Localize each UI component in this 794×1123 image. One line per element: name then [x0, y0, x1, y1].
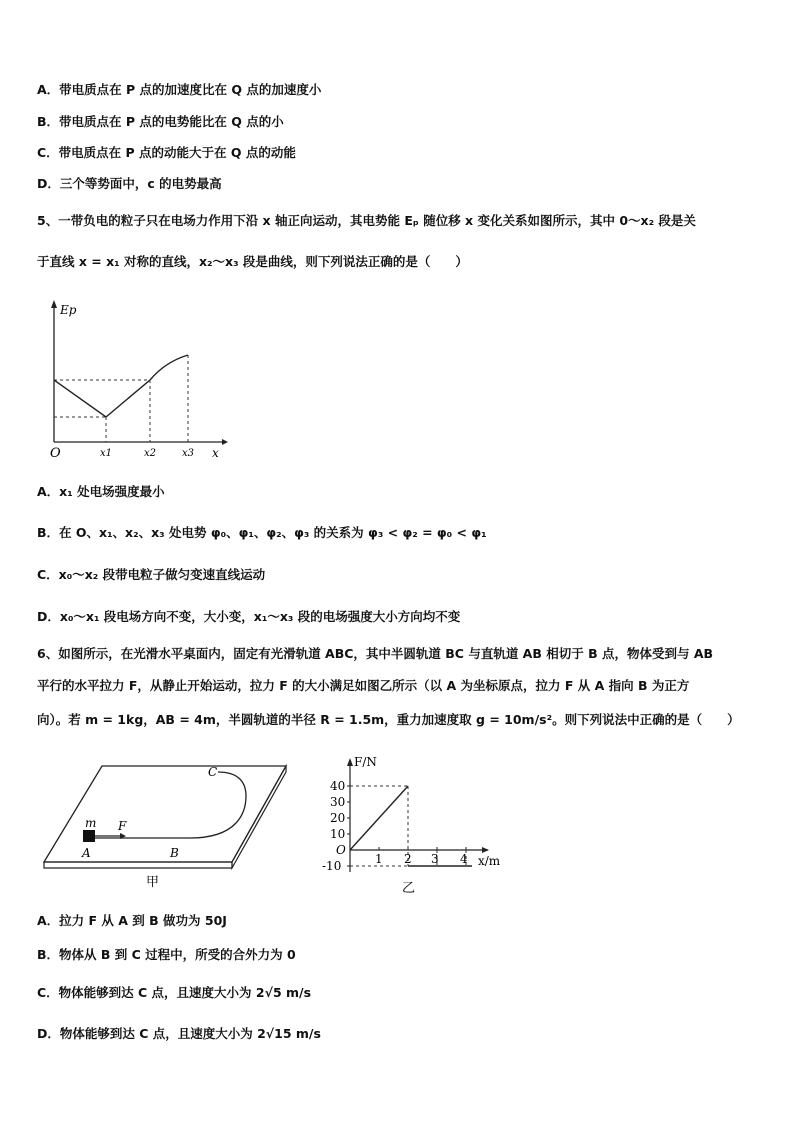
x-tick-1: 1	[375, 852, 383, 866]
q4-option-c: C．带电质点在 P 点的动能大于在 Q 点的动能	[37, 145, 296, 160]
caption-jia: 甲	[146, 875, 160, 890]
y-tick-neg10: -10	[322, 859, 342, 873]
q4-option-d: D．三个等势面中，c 的电势最高	[37, 176, 222, 191]
q4-option-a: A．带电质点在 P 点的加速度比在 Q 点的加速度小	[37, 82, 322, 97]
y-axis-arrow	[347, 758, 353, 766]
origin-label: O	[50, 446, 61, 461]
origin-label: O	[336, 843, 346, 857]
q5-option-a: A．x₁ 处电场强度最小	[37, 484, 165, 499]
tick-x2: x2	[144, 448, 157, 459]
q5-option-d: D．x₀～x₁ 段电场方向不变，大小变，x₁～x₃ 段的电场强度大小方向均不变	[37, 609, 461, 624]
y-tick-10: 10	[330, 827, 346, 841]
label-A: A	[82, 846, 91, 860]
q4-option-b: B．带电质点在 P 点的电势能比在 Q 点的小	[37, 114, 284, 129]
force-line-rising	[350, 786, 408, 850]
x-axis-label: x	[212, 446, 219, 460]
x-axis-label: x/m	[478, 854, 501, 868]
q5-stem-line2: 于直线 x = x₁ 对称的直线，x₂～x₃ 段是曲线，则下列说法正确的是（ ）	[37, 254, 468, 269]
ep-curve-segment	[150, 355, 188, 380]
label-m: m	[85, 816, 97, 830]
x-tick-4: 4	[460, 852, 468, 866]
tick-x1: x1	[100, 448, 113, 459]
q6-option-a: A．拉力 F 从 A 到 B 做功为 50J	[37, 913, 227, 928]
label-C: C	[208, 765, 218, 779]
x-tick-2: 2	[404, 852, 412, 866]
q6-stem-line2: 平行的水平拉力 F，从静止开始运动，拉力 F 的大小满足如图乙所示（以 A 为坐标原点，拉力 F 从 A 指向 B 为正方	[37, 678, 690, 693]
q5-option-b: B．在 O、x₁、x₂、x₃ 处电势 φ₀、φ₁、φ₂、φ₃ 的关系为 φ₃ < φ₂ = φ₀ < φ₁	[37, 525, 487, 540]
label-B: B	[170, 846, 179, 860]
ep-line-segment	[54, 380, 150, 417]
q5-option-c: C．x₀～x₂ 段带电粒子做匀变速直线运动	[37, 567, 266, 582]
table-top	[44, 766, 286, 862]
y-tick-20: 20	[330, 811, 346, 825]
q6-stem-line1: 6、如图所示，在光滑水平桌面内，固定有光滑轨道 ABC，其中半圆轨道 BC 与直轨道 AB 相切于 B 点，物体受到与 AB	[37, 646, 714, 661]
y-tick-30: 30	[330, 795, 346, 809]
y-tick-40: 40	[330, 779, 346, 793]
q5-stem-line1: 5、一带负电的粒子只在电场力作用下沿 x 轴正向运动，其电势能 Eₚ 随位移 x 变化关系如图所示，其中 0～x₂ 段是关	[37, 213, 696, 228]
caption-yi: 乙	[402, 881, 416, 896]
x-axis-arrow	[222, 439, 228, 445]
y-axis-label: F/N	[354, 755, 377, 769]
x-axis-arrow	[482, 847, 489, 853]
q6-option-d: D．物体能够到达 C 点，且速度大小为 2√15 m/s	[37, 1026, 321, 1041]
q6-option-c: C．物体能够到达 C 点，且速度大小为 2√5 m/s	[37, 985, 312, 1000]
table-edge-front	[44, 862, 232, 868]
q6-option-b: B．物体从 B 到 C 过程中，所受的合外力为 0	[37, 947, 296, 962]
x-tick-3: 3	[431, 852, 439, 866]
q6-figure-yi	[318, 752, 508, 900]
q5-ep-graph	[40, 292, 230, 464]
block-m	[83, 830, 95, 842]
label-F: F	[118, 819, 127, 833]
q6-stem-line3: 向）。若 m = 1kg，AB = 4m，半圆轨道的半径 R = 1.5m，重力加速度取 g = 10m/s²。则下列说法中正确的是（ ）	[37, 712, 740, 727]
y-axis-label: Ep	[60, 303, 77, 317]
q6-figure-jia	[40, 760, 290, 895]
track-abc	[92, 772, 246, 838]
tick-x3: x3	[182, 448, 195, 459]
y-axis-arrow	[51, 300, 57, 308]
